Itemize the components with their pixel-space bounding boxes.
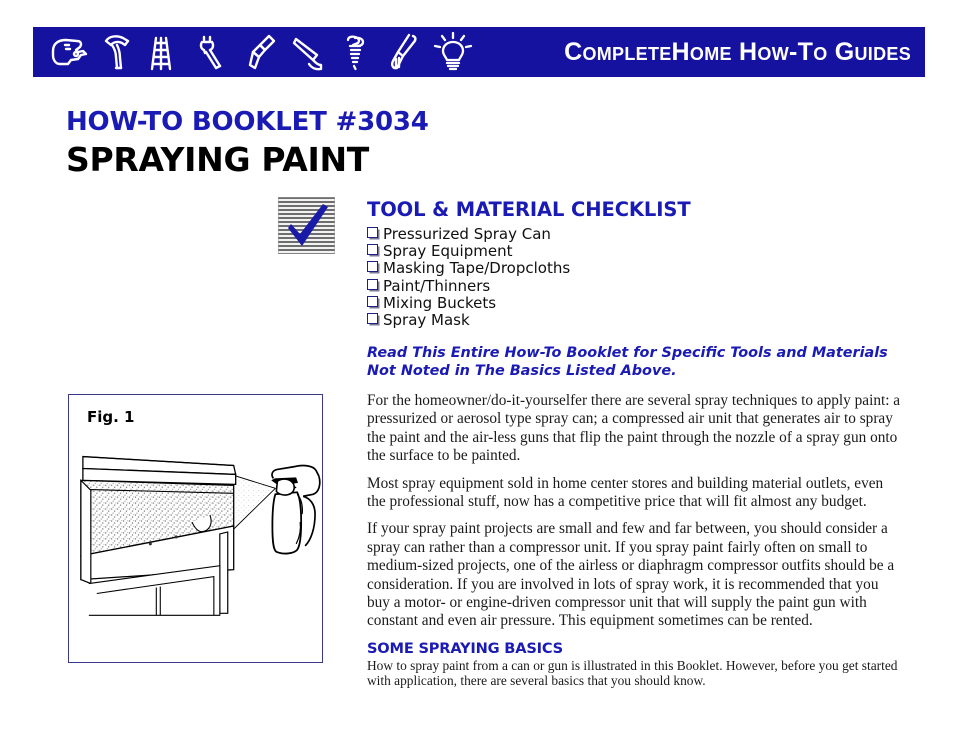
banner-title: CompleteHome How-To Guides — [564, 37, 911, 66]
checkbox-icon[interactable] — [367, 279, 378, 290]
checkbox-icon[interactable] — [367, 261, 378, 272]
read-booklet-note: Read This Entire How-To Booklet for Specific Tools and Materials Not Noted in The Basics Listed Above. — [367, 345, 888, 379]
page-title: SPRAYING PAINT — [66, 140, 370, 179]
checklist-item[interactable] — [367, 278, 907, 295]
checkbox-icon[interactable] — [367, 296, 378, 307]
hammer-icon — [95, 29, 139, 75]
ladder-icon — [143, 29, 187, 75]
checklist-item[interactable] — [367, 226, 907, 243]
section-heading-some-spraying-basics: SOME SPRAYING BASICS — [367, 639, 563, 657]
checkbox-icon[interactable] — [367, 244, 378, 255]
checkbox-icon[interactable] — [367, 313, 378, 324]
wrench-icon — [191, 29, 235, 75]
drill-icon — [47, 29, 91, 75]
checklist-item-label: Spray Equipment — [383, 242, 513, 261]
lightbulb-icon — [431, 29, 475, 75]
checklist-item[interactable] — [367, 243, 907, 260]
checklist-item[interactable] — [367, 295, 907, 312]
page-banner — [33, 27, 925, 77]
saw-icon — [287, 29, 331, 75]
checklist-item-label: Pressurized Spray Can — [383, 225, 551, 243]
paintbrush-icon — [239, 29, 283, 75]
checklist-item-label: Masking Tape/Dropcloths — [383, 259, 571, 278]
body-paragraph: For the homeowner/do-it-yourselfer there are several spray techniques to apply paint: a pressurized or aerosol type spray can; a compressed air unit that generates air to spray the paint and the air-less guns that flip the paint through the nozzle of a spray gun onto the surface to be painted. — [367, 392, 901, 465]
figure-1-box — [68, 394, 323, 663]
tool-material-checklist — [367, 198, 907, 329]
figure-label: Fig. 1 — [87, 408, 135, 426]
checkbox-icon[interactable] — [367, 227, 378, 238]
checklist-item-label: Mixing Buckets — [383, 293, 497, 312]
checkmark-icon — [278, 197, 335, 254]
banner-icon-strip — [33, 29, 475, 75]
booklet-number: HOW-TO BOOKLET #3034 — [66, 107, 429, 137]
checklist-heading: TOOL & MATERIAL CHECKLIST — [367, 198, 691, 221]
checklist-item-label: Paint/Thinners — [383, 276, 491, 295]
screwdriver-icon — [383, 29, 427, 75]
checklist-item-label: Spray Mask — [383, 311, 470, 330]
checklist-item[interactable] — [367, 260, 907, 277]
screw-icon — [335, 29, 379, 75]
section-paragraph: How to spray paint from a can or gun is illustrated in this Booklet. However, before you get started with application, there are several basics that you should know. — [367, 657, 898, 689]
checklist-item[interactable] — [367, 312, 907, 329]
figure-1-illustration — [69, 395, 322, 662]
body-text-column — [367, 392, 905, 689]
body-paragraph: If your spray paint projects are small and few and far between, you should consider a spray can rather than a compressor unit. If you spray paint fairly often on small to medium-sized projects, one of the airless or diaphragm compressor outfits should be a consideration. If you are involved in lots of spray work, it is recommended that you buy a motor- or engine-driven compressor unit that will supply the paint gun with constant and even air pressure. This equipment sometimes can be rented. — [367, 520, 895, 630]
body-paragraph: Most spray equipment sold in home center stores and building material outlets, even the professional stuff, now has a competitive price that will fit almost any budget. — [367, 474, 884, 511]
